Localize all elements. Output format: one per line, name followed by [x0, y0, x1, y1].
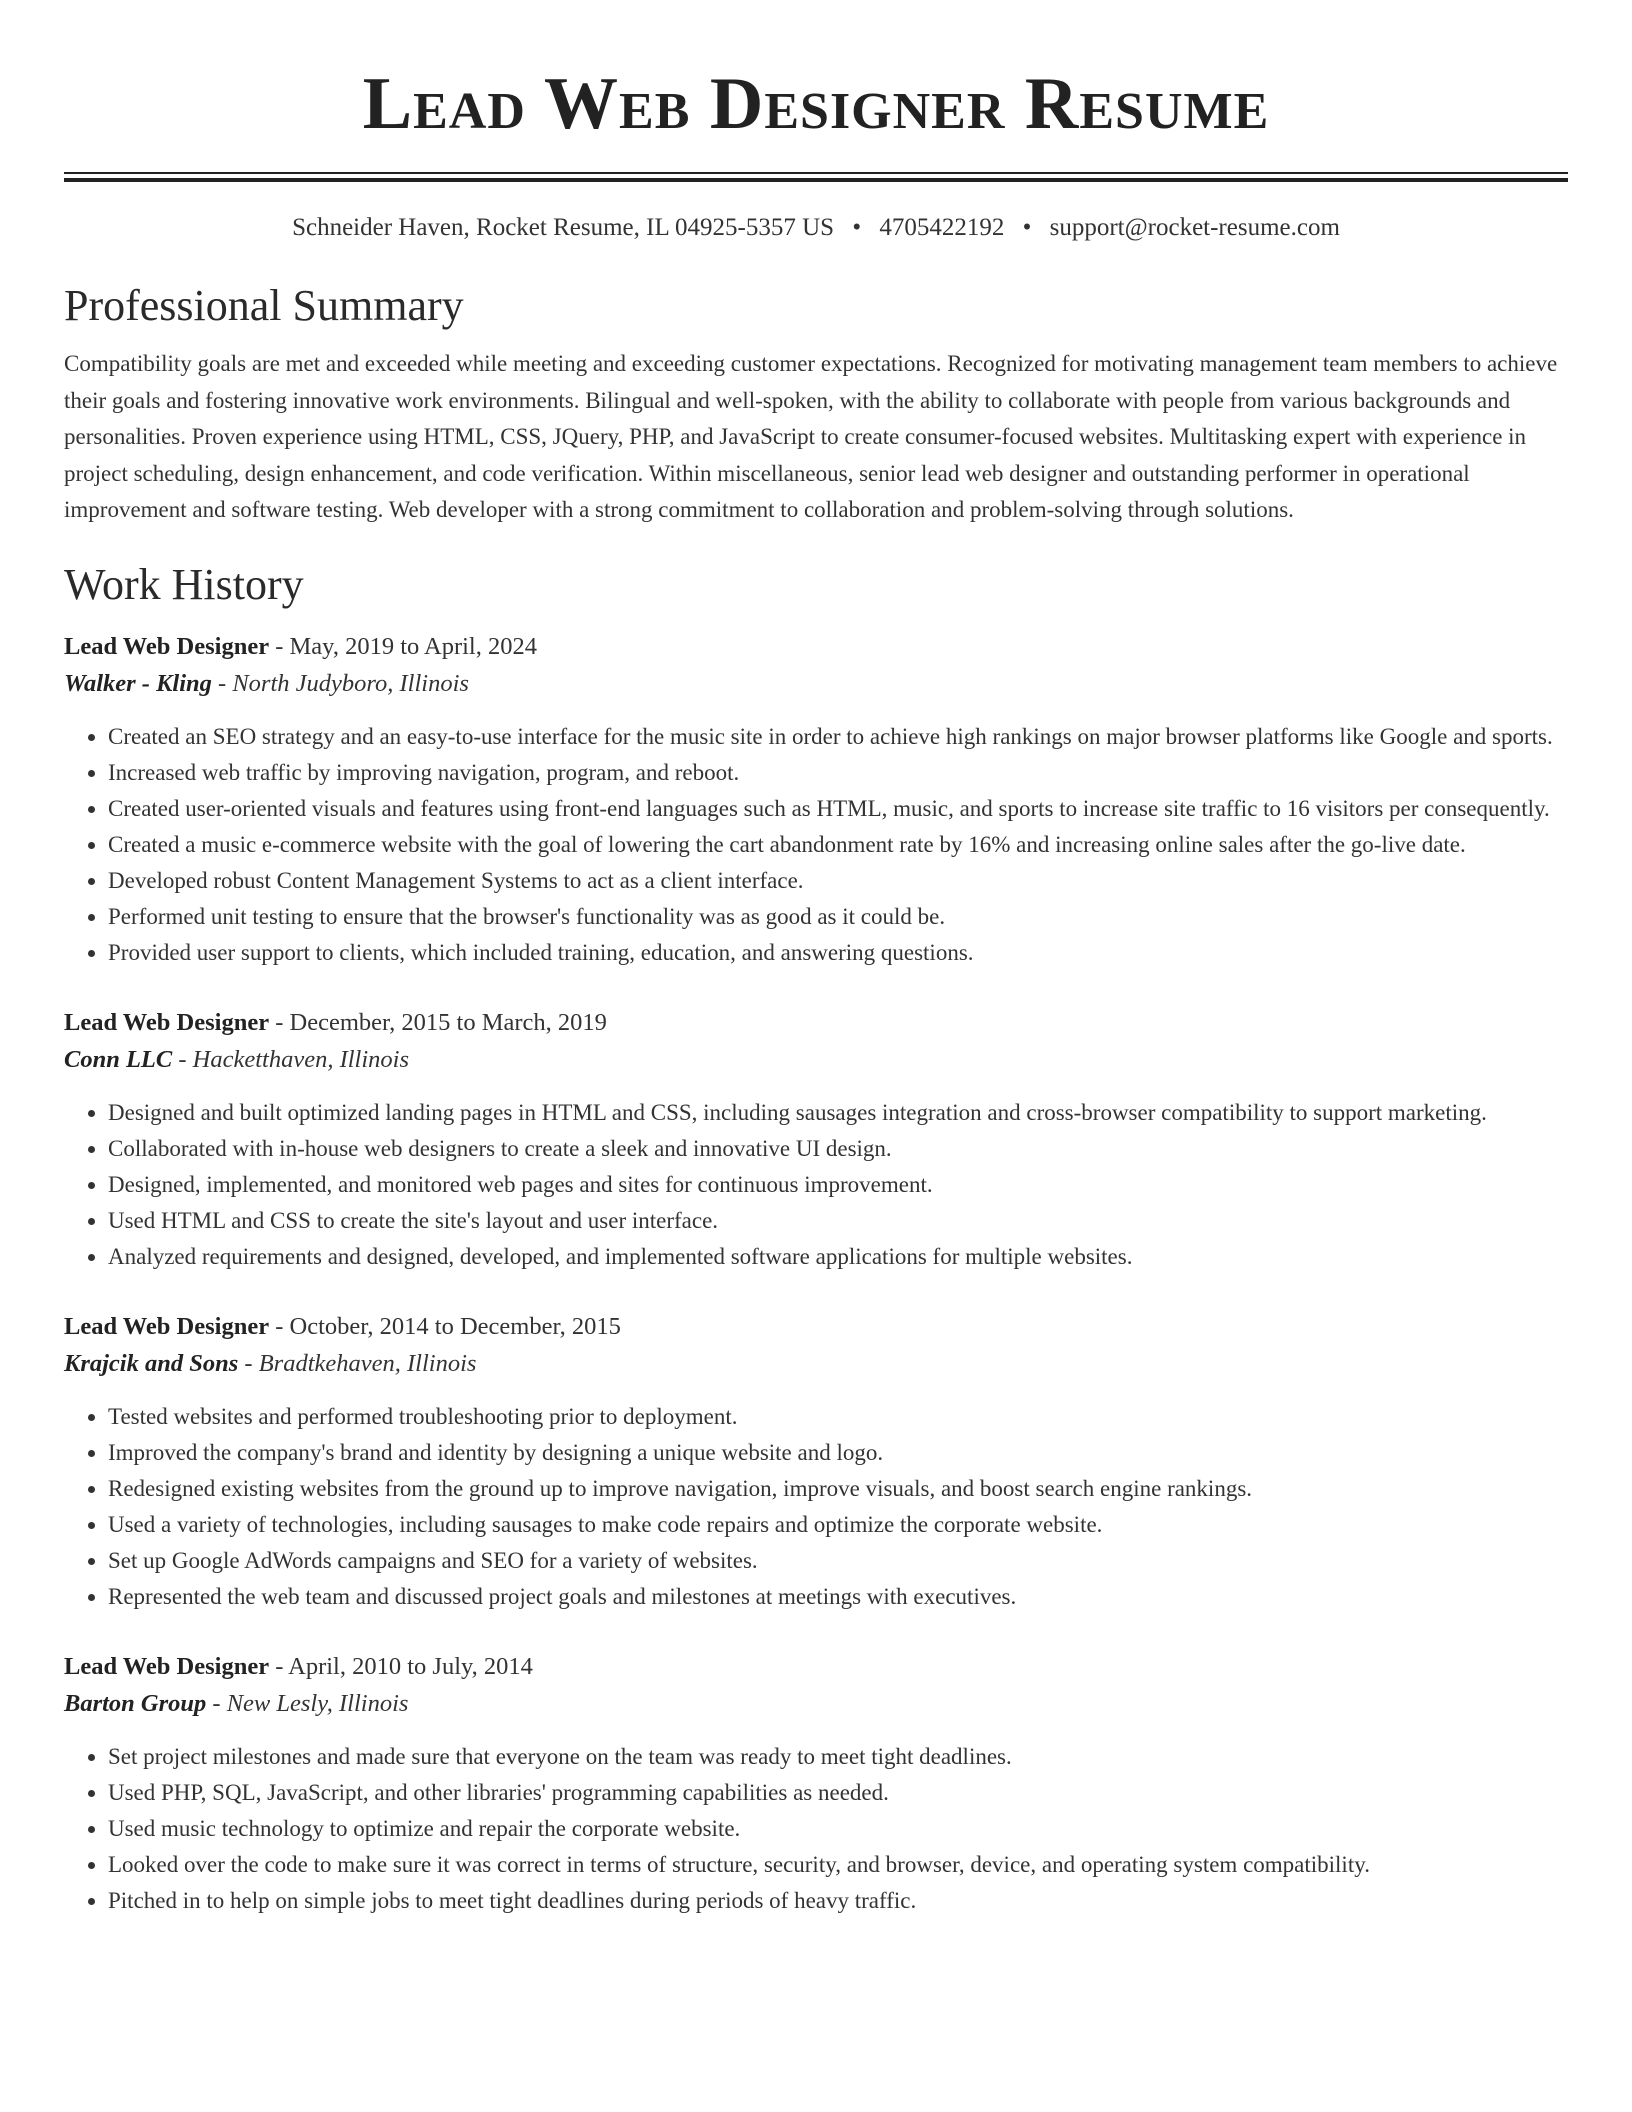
work-history-heading: Work History: [64, 559, 304, 609]
job-company-line: [64, 1041, 1568, 1079]
job-bullet: • Designed and built optimized landing pages in HTML and CSS, including sausages integration and cross-browser compatibility to support marketing.: [108, 1095, 1568, 1131]
contact-line: [64, 212, 1568, 244]
job-title-line: [64, 1005, 1568, 1041]
contact-phone: 4705422192: [879, 214, 1005, 241]
job-bullet: • Used music technology to optimize and repair the corporate website.: [108, 1811, 1568, 1847]
job-bullet: • Used HTML and CSS to create the site's layout and user interface.: [108, 1203, 1568, 1239]
job-location: - North Judyboro, Illinois: [211, 669, 469, 697]
job-bullet: • Created a music e-commerce website with the goal of lowering the cart abandonment rate by 16% and increasing online sales after the go-live date.: [108, 827, 1568, 863]
job-bullet: • Improved the company's brand and identity by designing a unique website and logo.: [108, 1435, 1568, 1471]
job-role: Lead Web Designer: [64, 1652, 270, 1680]
job-title-line: [64, 1649, 1568, 1685]
job-bullet: • Collaborated with in-house web designers to create a sleek and innovative UI design.: [108, 1131, 1568, 1167]
job-entry: [64, 1005, 1568, 1275]
job-bullet: • Redesigned existing websites from the ground up to improve navigation, improve visuals, and boost search engine rankings.: [108, 1471, 1568, 1507]
job-title-line: [64, 1309, 1568, 1345]
job-bullet: • Used PHP, SQL, JavaScript, and other libraries' programming capabilities as needed.: [108, 1775, 1568, 1811]
job-role: Lead Web Designer: [64, 1312, 270, 1340]
job-bullet: • Developed robust Content Management Systems to act as a client interface.: [108, 863, 1568, 899]
job-dates: - May, 2019 to April, 2024: [269, 632, 537, 660]
job-company: Barton Group: [64, 1689, 207, 1717]
contact-separator: •: [852, 214, 862, 241]
job-bullet: • Increased web traffic by improving navigation, program, and reboot.: [108, 755, 1568, 791]
job-bullet: • Pitched in to help on simple jobs to meet tight deadlines during periods of heavy traffic.: [108, 1883, 1568, 1919]
job-entry: [64, 1309, 1568, 1615]
job-bullet: • Created user-oriented visuals and features using front-end languages such as HTML, music, and sports to increase site traffic to 16 visitors per consequently.: [108, 791, 1568, 827]
job-bullet: • Set project milestones and made sure that everyone on the team was ready to meet tight deadlines.: [108, 1739, 1568, 1775]
job-bullet: • Designed, implemented, and monitored web pages and sites for continuous improvement.: [108, 1167, 1568, 1203]
job-company-line: [64, 1685, 1568, 1723]
job-list: [64, 629, 1568, 1919]
job-dates: - October, 2014 to December, 2015: [269, 1312, 621, 1340]
job-entry: [64, 629, 1568, 971]
resume-title: Lead Web Designer Resume: [362, 63, 1270, 145]
job-bullet: • Represented the web team and discussed project goals and milestones at meetings with executives.: [108, 1579, 1568, 1615]
job-bullet-list: [64, 1739, 1568, 1919]
job-dates: - December, 2015 to March, 2019: [269, 1008, 607, 1036]
job-location: - Hacketthaven, Illinois: [172, 1045, 410, 1073]
job-company: Walker - Kling: [64, 669, 212, 697]
job-dates: - April, 2010 to July, 2014: [269, 1652, 533, 1680]
job-company-line: [64, 665, 1568, 703]
job-company: Conn LLC: [64, 1045, 173, 1073]
job-bullet: • Looked over the code to make sure it was correct in terms of structure, security, and browser, device, and operating system compatibility.: [108, 1847, 1568, 1883]
job-bullet: • Tested websites and performed troubleshooting prior to deployment.: [108, 1399, 1568, 1435]
resume-page: [64, 0, 1568, 1919]
summary-text: Compatibility goals are met and exceeded while meeting and exceeding customer expectations. Recognized for motivating management team members to achieve their goals and fostering innovative work environments. Bilingual and well-spoken, with the ability to collaborate with people from various backgrounds and personalities. Proven experience using HTML, CSS, JQuery, PHP, and JavaScript to create consumer-focused websites. Multitasking expert with experience in project scheduling, design enhancement, and code verification. Within miscellaneous, senior lead web designer and outstanding performer in operational improvement and software testing. Web developer with a strong commitment to collaboration and problem-solving through solutions.: [64, 351, 1558, 522]
job-location: - Bradtkehaven, Illinois: [238, 1349, 477, 1377]
summary-heading: Professional Summary: [64, 281, 464, 330]
title-divider: [64, 172, 1568, 182]
contact-email: support@rocket-resume.com: [1049, 214, 1340, 241]
contact-address: Schneider Haven, Rocket Resume, IL 04925-5357 US: [292, 214, 835, 241]
job-title-line: [64, 629, 1568, 665]
job-role: Lead Web Designer: [64, 1008, 270, 1036]
job-bullet: • Created an SEO strategy and an easy-to-use interface for the music site in order to achieve high rankings on major browser platforms like Google and sports.: [108, 719, 1568, 755]
job-bullet: • Set up Google AdWords campaigns and SEO for a variety of websites.: [108, 1543, 1568, 1579]
job-role: Lead Web Designer: [64, 632, 270, 660]
job-entry: [64, 1649, 1568, 1919]
job-location: - New Lesly, Illinois: [206, 1689, 409, 1717]
job-bullet: • Provided user support to clients, which included training, education, and answering questions.: [108, 935, 1568, 971]
job-bullet-list: [64, 1399, 1568, 1615]
job-bullet: • Used a variety of technologies, including sausages to make code repairs and optimize the corporate website.: [108, 1507, 1568, 1543]
job-company-line: [64, 1345, 1568, 1383]
job-bullet: • Analyzed requirements and designed, developed, and implemented software applications for multiple websites.: [108, 1239, 1568, 1275]
job-company: Krajcik and Sons: [64, 1349, 239, 1377]
job-bullet-list: [64, 719, 1568, 971]
job-bullet-list: [64, 1095, 1568, 1275]
contact-separator: •: [1022, 214, 1032, 241]
job-bullet: • Performed unit testing to ensure that the browser's functionality was as good as it could be.: [108, 899, 1568, 935]
